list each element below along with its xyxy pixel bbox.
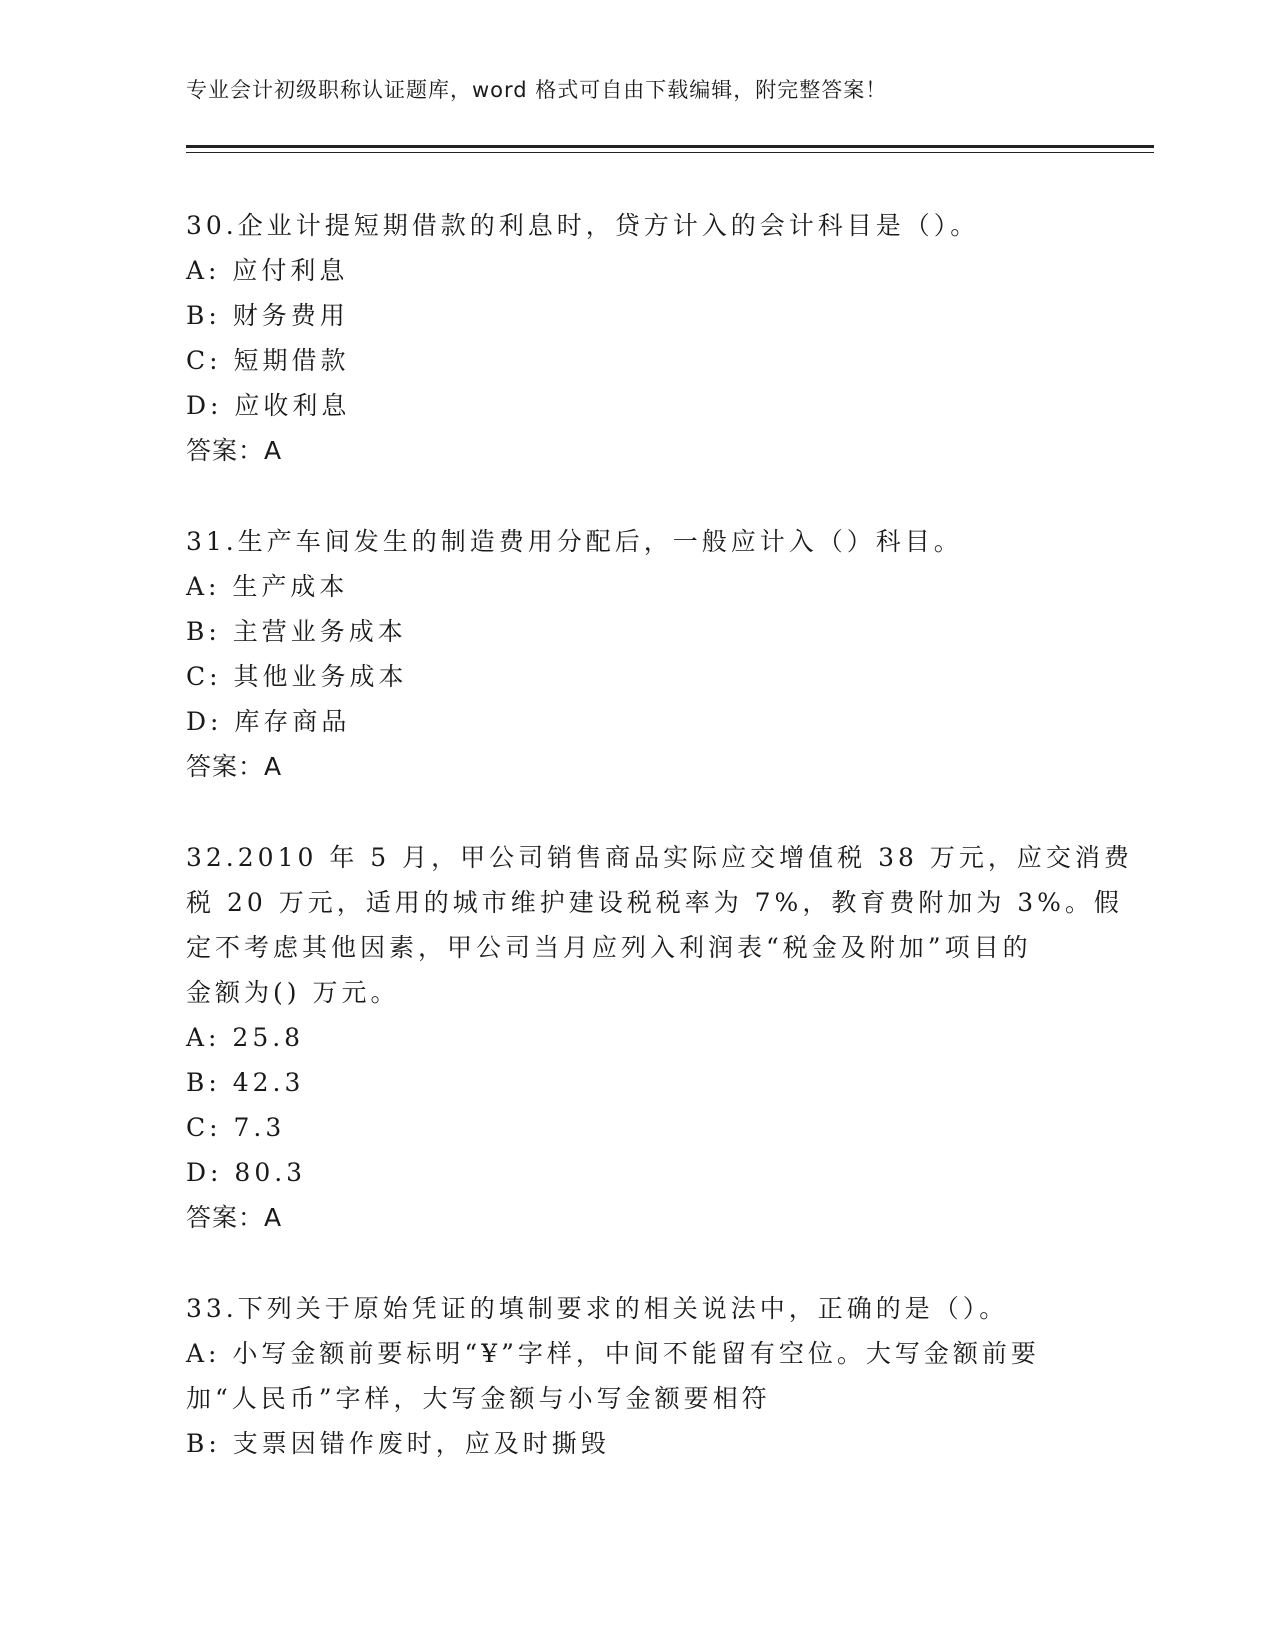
option-a-line: A: 小写金额前要标明“¥”字样，中间不能留有空位。大写金额前要	[186, 1339, 1040, 1368]
header-note: 专业会计初级职称认证题库，word 格式可自由下载编辑，附完整答案！	[186, 78, 888, 102]
question-30	[186, 203, 1086, 473]
option-d: D: 应收利息	[186, 391, 351, 420]
question-stem: 33.下列关于原始凭证的填制要求的相关说法中，正确的是（）。	[186, 1294, 1009, 1323]
option-d: D: 库存商品	[186, 707, 351, 736]
question-stem: 31.生产车间发生的制造费用分配后，一般应计入（）科目。	[186, 527, 963, 556]
question-list	[186, 203, 1133, 1512]
option-b: B: 42.3	[186, 1068, 305, 1097]
question-stem-line: 金额为() 万元。	[186, 978, 400, 1007]
option-a: A: 25.8	[186, 1023, 305, 1052]
option-a: A: 应付利息	[186, 256, 349, 285]
question-32	[186, 835, 1133, 1240]
option-b: B: 主营业务成本	[186, 617, 407, 646]
question-33	[186, 1286, 1086, 1466]
answer-label: 答案：A	[186, 436, 283, 465]
answer-label: 答案：A	[186, 752, 283, 781]
option-b: B: 财务费用	[186, 301, 349, 330]
option-d: D: 80.3	[186, 1158, 307, 1187]
option-b: B: 支票因错作废时，应及时撕毁	[186, 1429, 610, 1458]
option-c: C: 短期借款	[186, 346, 350, 375]
answer-label: 答案：A	[186, 1203, 283, 1232]
question-stem: 30.企业计提短期借款的利息时，贷方计入的会计科目是（）。	[186, 211, 980, 240]
question-stem-line: 定不考虑其他因素，甲公司当月应列入利润表“税金及附加”项目的	[186, 933, 1032, 962]
header-rule-thick	[186, 145, 1154, 148]
option-a-line: 加“人民币”字样，大写金额与小写金额要相符	[186, 1384, 771, 1413]
question-stem-line: 32.2010 年 5 月，甲公司销售商品实际应交增值税 38 万元，应交消费	[186, 843, 1133, 872]
question-stem-line: 税 20 万元，适用的城市维护建设税税率为 7%，教育费附加为 3%。假	[186, 888, 1123, 917]
option-c: C: 7.3	[186, 1113, 286, 1142]
option-a: A: 生产成本	[186, 572, 349, 601]
option-c: C: 其他业务成本	[186, 662, 408, 691]
header-rule-thin	[186, 152, 1154, 153]
question-31	[186, 519, 1086, 789]
